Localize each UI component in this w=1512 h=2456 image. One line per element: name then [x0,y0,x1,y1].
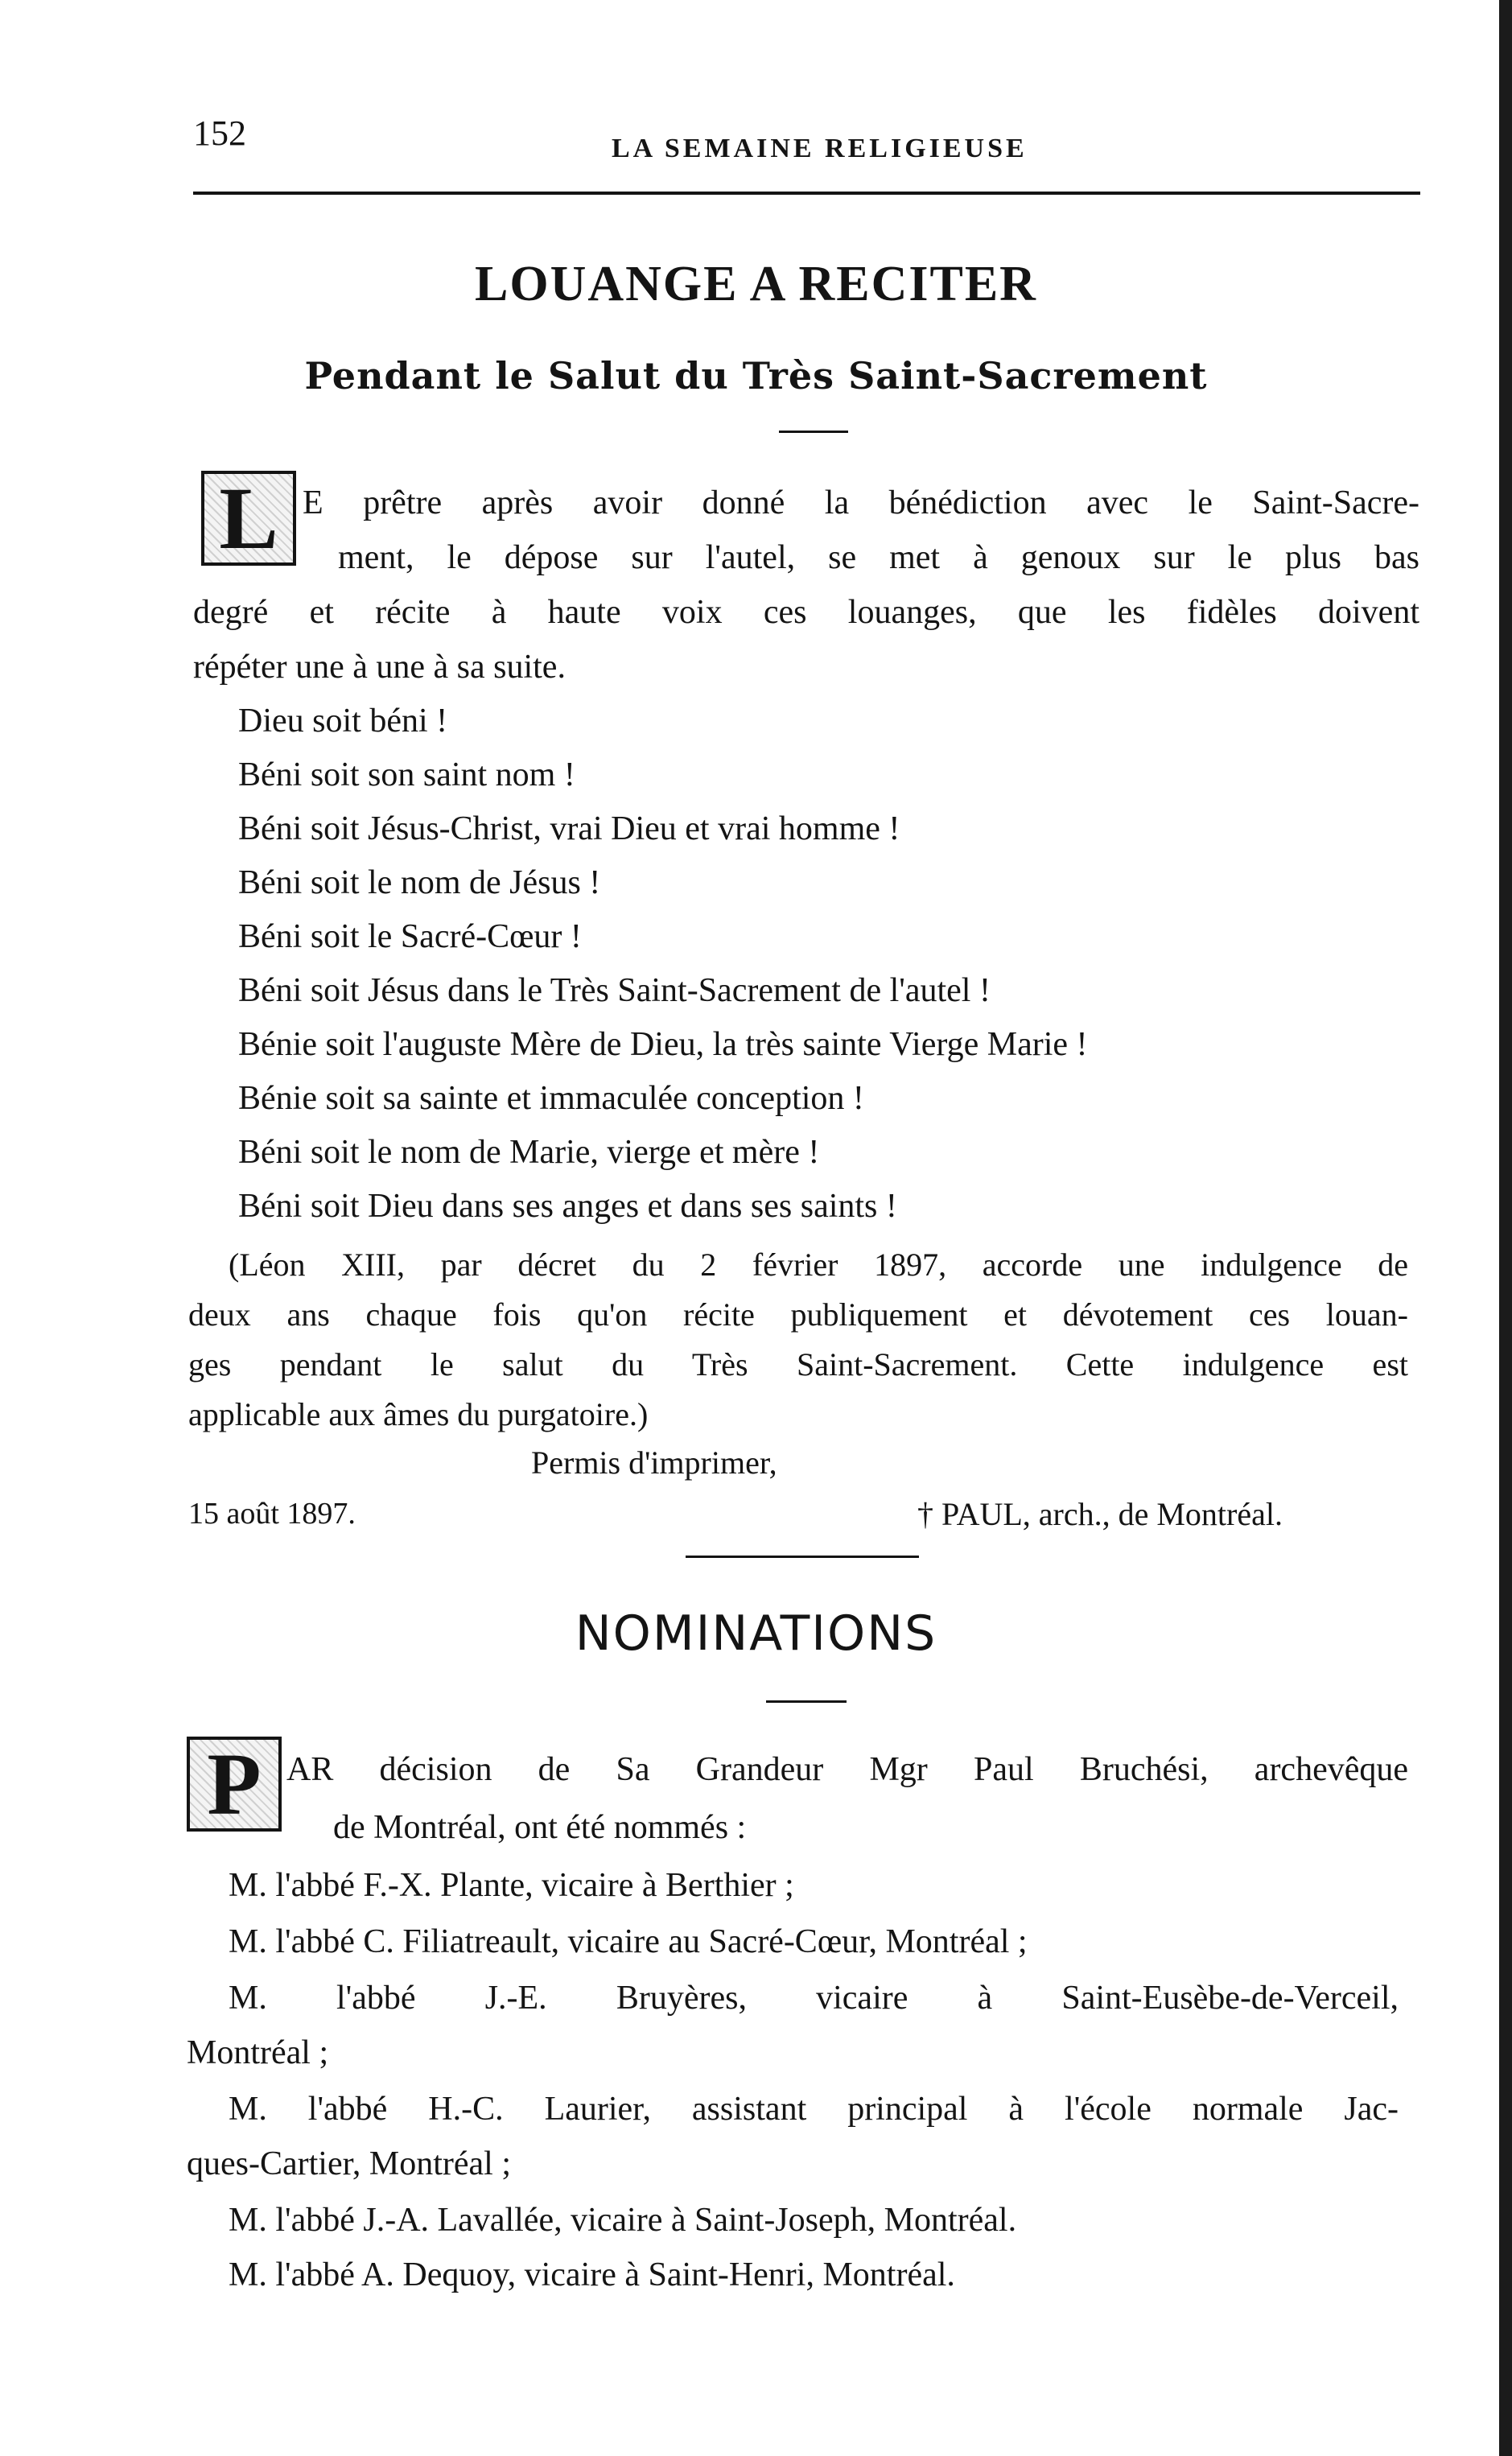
nomination-entry: M. l'abbé H.-C. Laurier, assistant principal à l'école normale Jac- [229,2091,1399,2128]
louange-subtitle: Pendant le Salut du Très Saint-Sacrement [304,354,1208,398]
indulgence-line: (Léon XIII, par décret du 2 février 1897, accorde une indulgence de [229,1247,1408,1283]
nomination-entry: M. l'abbé C. Filiatreault, vicaire au Sacré-Cœur, Montréal ; [229,1923,1028,1960]
header-rule [193,192,1420,195]
intro-line: répéter une à une à sa suite. [193,649,566,686]
prayer-line: Béni soit son saint nom ! [238,756,575,793]
prayer-line: Béni soit le nom de Jésus ! [238,864,601,901]
nomination-entry: Montréal ; [187,2034,329,2071]
nominations-intro-line: de Montréal, ont été nommés : [333,1809,747,1846]
nominations-intro-line: AR décision de Sa Grandeur Mgr Paul Bruchési, archevêque [286,1751,1408,1788]
indulgence-line: applicable aux âmes du purgatoire.) [188,1396,649,1432]
prayer-line: Béni soit Jésus-Christ, vrai Dieu et vrai homme ! [238,810,900,847]
prayer-line: Béni soit Dieu dans ses anges et dans ses saints ! [238,1188,897,1225]
nomination-entry: ques-Cartier, Montréal ; [187,2145,512,2182]
intro-line: E prêtre après avoir donné la bénédiction avec le Saint-Sacre- [303,484,1419,521]
nominations-rule [766,1700,847,1703]
page-header [193,113,1416,177]
nominations-title: NOMINATIONS [575,1605,937,1662]
drop-cap-p: P [187,1737,282,1832]
section-divider [686,1556,919,1558]
permis-text: Permis d'imprimer, [531,1444,777,1481]
prayer-line: Béni soit le Sacré-Cœur ! [238,918,582,955]
nomination-entry: M. l'abbé F.-X. Plante, vicaire à Berthier ; [229,1867,794,1904]
indulgence-line: deux ans chaque fois qu'on récite publiquement et dévotement ces louan- [188,1296,1408,1333]
drop-cap-l: L [201,471,296,566]
title-rule [779,431,848,433]
nomination-entry: M. l'abbé J.-A. Lavallée, vicaire à Saint-Joseph, Montréal. [229,2202,1017,2239]
prayer-line: Bénie soit l'auguste Mère de Dieu, la très sainte Vierge Marie ! [238,1026,1088,1063]
prayer-line: Dieu soit béni ! [238,703,448,740]
signature-text: † PAUL, arch., de Montréal. [917,1496,1283,1532]
nomination-entry: M. l'abbé A. Dequoy, vicaire à Saint-Henri, Montréal. [229,2256,955,2293]
nomination-entry: M. l'abbé J.-E. Bruyères, vicaire à Saint-Eusèbe-de-Verceil, [229,1980,1399,2017]
prayer-line: Béni soit Jésus dans le Très Saint-Sacrement de l'autel ! [238,972,991,1009]
intro-line: degré et récite à haute voix ces louanges, que les fidèles doivent [193,594,1419,631]
indulgence-line: ges pendant le salut du Très Saint-Sacrement. Cette indulgence est [188,1346,1408,1383]
prayer-line: Bénie soit sa sainte et immaculée conception ! [238,1080,864,1117]
intro-line: ment, le dépose sur l'autel, se met à genoux sur le plus bas [338,539,1419,576]
date-text: 15 août 1897. [188,1497,356,1531]
louange-title: LOUANGE A RECITER [475,257,1037,311]
running-title: LA SEMAINE RELIGIEUSE [612,134,1028,163]
page-number: 152 [193,113,246,153]
prayer-line: Béni soit le nom de Marie, vierge et mère ! [238,1134,820,1171]
